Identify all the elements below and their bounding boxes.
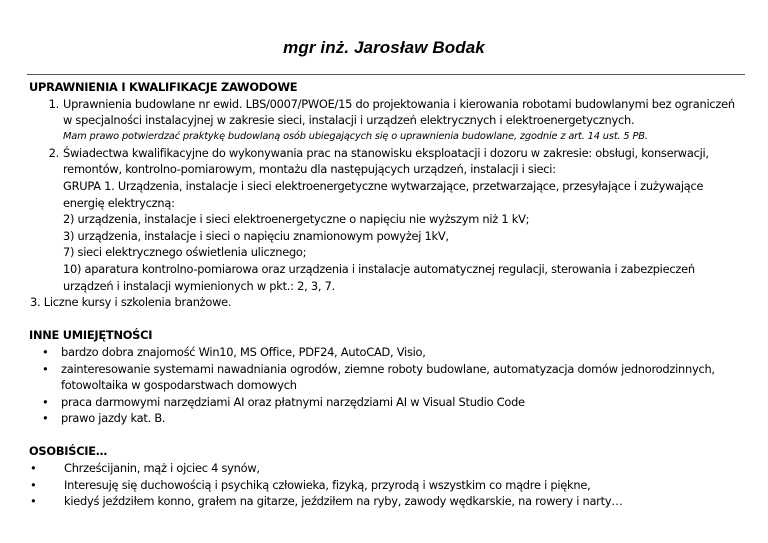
bullet-icon: •: [42, 394, 49, 409]
item-note: Mam prawo potwierdzać praktykę budowlaną osób ubiegających się o uprawnienia budowlane, zgodnie z art. 14 ust. 5 PB.: [63, 130, 648, 142]
list-item: [29, 410, 744, 427]
group-line: 3) urządzenia, instalacje i sieci o napięciu znamionowym powyżej 1kV,: [63, 228, 449, 243]
list-item: [29, 460, 744, 477]
item-number: 1.: [48, 96, 59, 111]
list-item: [29, 477, 744, 494]
item-text: Uprawnienia budowlane nr ewid. LBS/0007/PWOE/15 do projektowania i kierowania robotami budowlanymi bez ograniczeń w specjalności instalacyjnej w zakresie sieci, instalacji i urządzeń elektrycznych i elektroenergetycznych.: [63, 96, 735, 128]
group-line: 7) sieci elektrycznego oświetlenia ulicznego;: [63, 245, 307, 260]
list-item-text: kiedyś jeździłem konno, grałem na gitarze, jeździłem na ryby, zawody wędkarskie, na rowery i narty…: [64, 494, 623, 509]
list-item-text: prawo jazdy kat. B.: [61, 411, 166, 426]
qualification-item: [29, 96, 744, 145]
list-item-text: Interesuję się duchowością i psychiką człowieka, fizyką, przyrodą i wszystkim co mądre i piękne,: [64, 477, 591, 492]
person-name: mgr inż. Jarosław Bodak: [283, 38, 485, 57]
skills-heading: INNE UMIEJĘTNOŚCI: [29, 328, 153, 343]
qualifications-heading: UPRAWNIENIA I KWALIFIKACJE ZAWODOWE: [29, 80, 298, 94]
bullet-icon: •: [42, 361, 49, 376]
list-item: [29, 493, 744, 510]
bullet-icon: •: [30, 494, 37, 509]
qualification-item: [29, 145, 744, 294]
cv-content: [29, 79, 744, 510]
list-item-text: bardzo dobra znajomość Win10, MS Office, PDF24, AutoCAD, Visio,: [61, 344, 426, 359]
header-divider: [27, 74, 745, 75]
group-line: 2) urządzenia, instalacje i sieci elektroenergetyczne o napięciu nie wyższym niż 1 kV;: [63, 212, 530, 227]
bullet-icon: •: [42, 344, 49, 359]
list-item-text: praca darmowymi narzędziami AI oraz płatnymi narzędziami AI w Visual Studio Code: [61, 394, 525, 409]
list-item: [29, 394, 744, 411]
bullet-icon: •: [30, 461, 37, 476]
bullet-icon: •: [42, 411, 49, 426]
list-item-text: Chrześcijanin, mąż i ojciec 4 synów,: [64, 461, 260, 476]
qualification-extra: 3. Liczne kursy i szkolenia branżowe.: [30, 295, 232, 310]
list-item: [29, 344, 744, 361]
item-text: Świadectwa kwalifikacyjne do wykonywania prac na stanowisku eksploatacji i dozoru w zakresie: obsługi, konserwacji, remontów, kontrolno-pomiarowym, montażu dla następujących urządzeń, instalacji i sieci:: [63, 145, 709, 177]
personal-heading: OSOBIŚCIE…: [29, 444, 107, 459]
group-line: GRUPA 1. Urządzenia, instalacje i sieci elektroenergetyczne wytwarzające, przetwarzające, przesyłające i zużywające energię elektryczną:: [63, 178, 704, 210]
item-number: 2.: [48, 145, 59, 160]
list-item: [29, 361, 744, 394]
group-line: 10) aparatura kontrolno-pomiarowa oraz urządzenia i instalacje automatycznej regulacji, sterowania i zabezpieczeń urządzeń i instalacji wymienionych w pkt.: 2, 3, 7.: [63, 261, 695, 293]
list-item-text: zainteresowanie systemami nawadniania ogrodów, ziemne roboty budowlane, automatyzacja domów jednorodzinnych, fotowoltaika w gospodarstwach domowych: [61, 361, 715, 393]
bullet-icon: •: [30, 477, 37, 492]
